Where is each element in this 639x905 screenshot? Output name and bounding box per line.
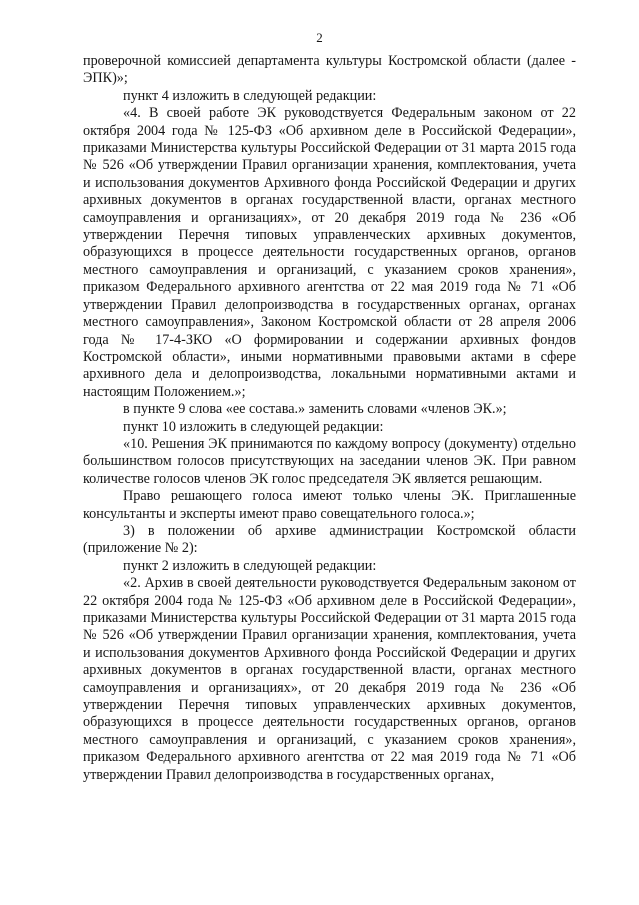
paragraph-4: в пункте 9 слова «ее состава.» заменить словами «членов ЭК.»; <box>123 401 507 418</box>
paragraph-6: «10. Решения ЭК принимаются по каждому вопросу (документу) отдельно большинством голосов присутствующих на заседании членов ЭК. При равном количестве голосов членов ЭК голос председателя ЭК является решающим. <box>83 435 576 487</box>
paragraph-2: пункт 4 изложить в следующей редакции: <box>123 87 377 104</box>
paragraph-1: проверочной комиссией департамента культуры Костромской области (далее - ЭПК)»; <box>83 53 576 87</box>
paragraph-10: «2. Архив в своей деятельности руководствуется Федеральным законом от 22 октября 2004 года № 125-ФЗ «Об архивном деле в Российской Федерации», приказами Министерства культуры Российской Федерации от 31 марта 2015 года № 526 «Об утверждении Правил организации хранения, комплектования, учета и использования документов Архивного фонда Российской Федерации и других архивных документов в органах государственной власти, органах местного самоуправления и организациях», от 20 декабря 2019 года № 236 «Об утверждении Перечня типовых управленческих архивных документов, образующихся в процессе деятельности государственных органов, органов местного самоуправления и организаций, с указанием сроков хранения», приказом Федерального архивного агентства от 22 мая 2019 года № 71 «Об утверждении Правил делопроизводства в государственных органах, <box>83 575 576 783</box>
paragraph-9: пункт 2 изложить в следующей редакции: <box>123 557 377 574</box>
page-number: 2 <box>316 30 323 45</box>
paragraph-3: «4. В своей работе ЭК руководствуется Федеральным законом от 22 октября 2004 года № 125-ФЗ «Об архивном деле в Российской Федерации», приказами Министерства культуры Российской Федерации от 31 марта 2015 года № 526 «Об утверждении Правил организации хранения, комплектования, учета и использования документов Архивного фонда Российской Федерации и других архивных документов в органах государственной власти, органах местного самоуправления и организациях», от 20 декабря 2019 года № 236 «Об утверждении Перечня типовых управленческих архивных документов, образующихся в процессе деятельности государственных органов, органов местного самоуправления и организаций, с указанием сроков хранения», приказом Федерального архивного агентства от 22 мая 2019 года № 71 «Об утверждении Правил делопроизводства в государственных органах, органах местного самоуправления», Законом Костромской области от 28 апреля 2006 года № 17-4-ЗКО «О формировании и содержании архивных фондов Костромской области», иными нормативными правовыми актами в сфере архивного дела и делопроизводства, локальными нормативными актами и настоящим Положением.»; <box>83 105 576 400</box>
document-body <box>83 53 576 784</box>
paragraph-7: Право решающего голоса имеют только члены ЭК. Приглашенные консультанты и эксперты имеют право совещательного голоса.»; <box>83 488 576 522</box>
paragraph-8: 3) в положении об архиве администрации Костромской области (приложение № 2): <box>83 522 576 557</box>
paragraph-5: пункт 10 изложить в следующей редакции: <box>123 418 384 435</box>
